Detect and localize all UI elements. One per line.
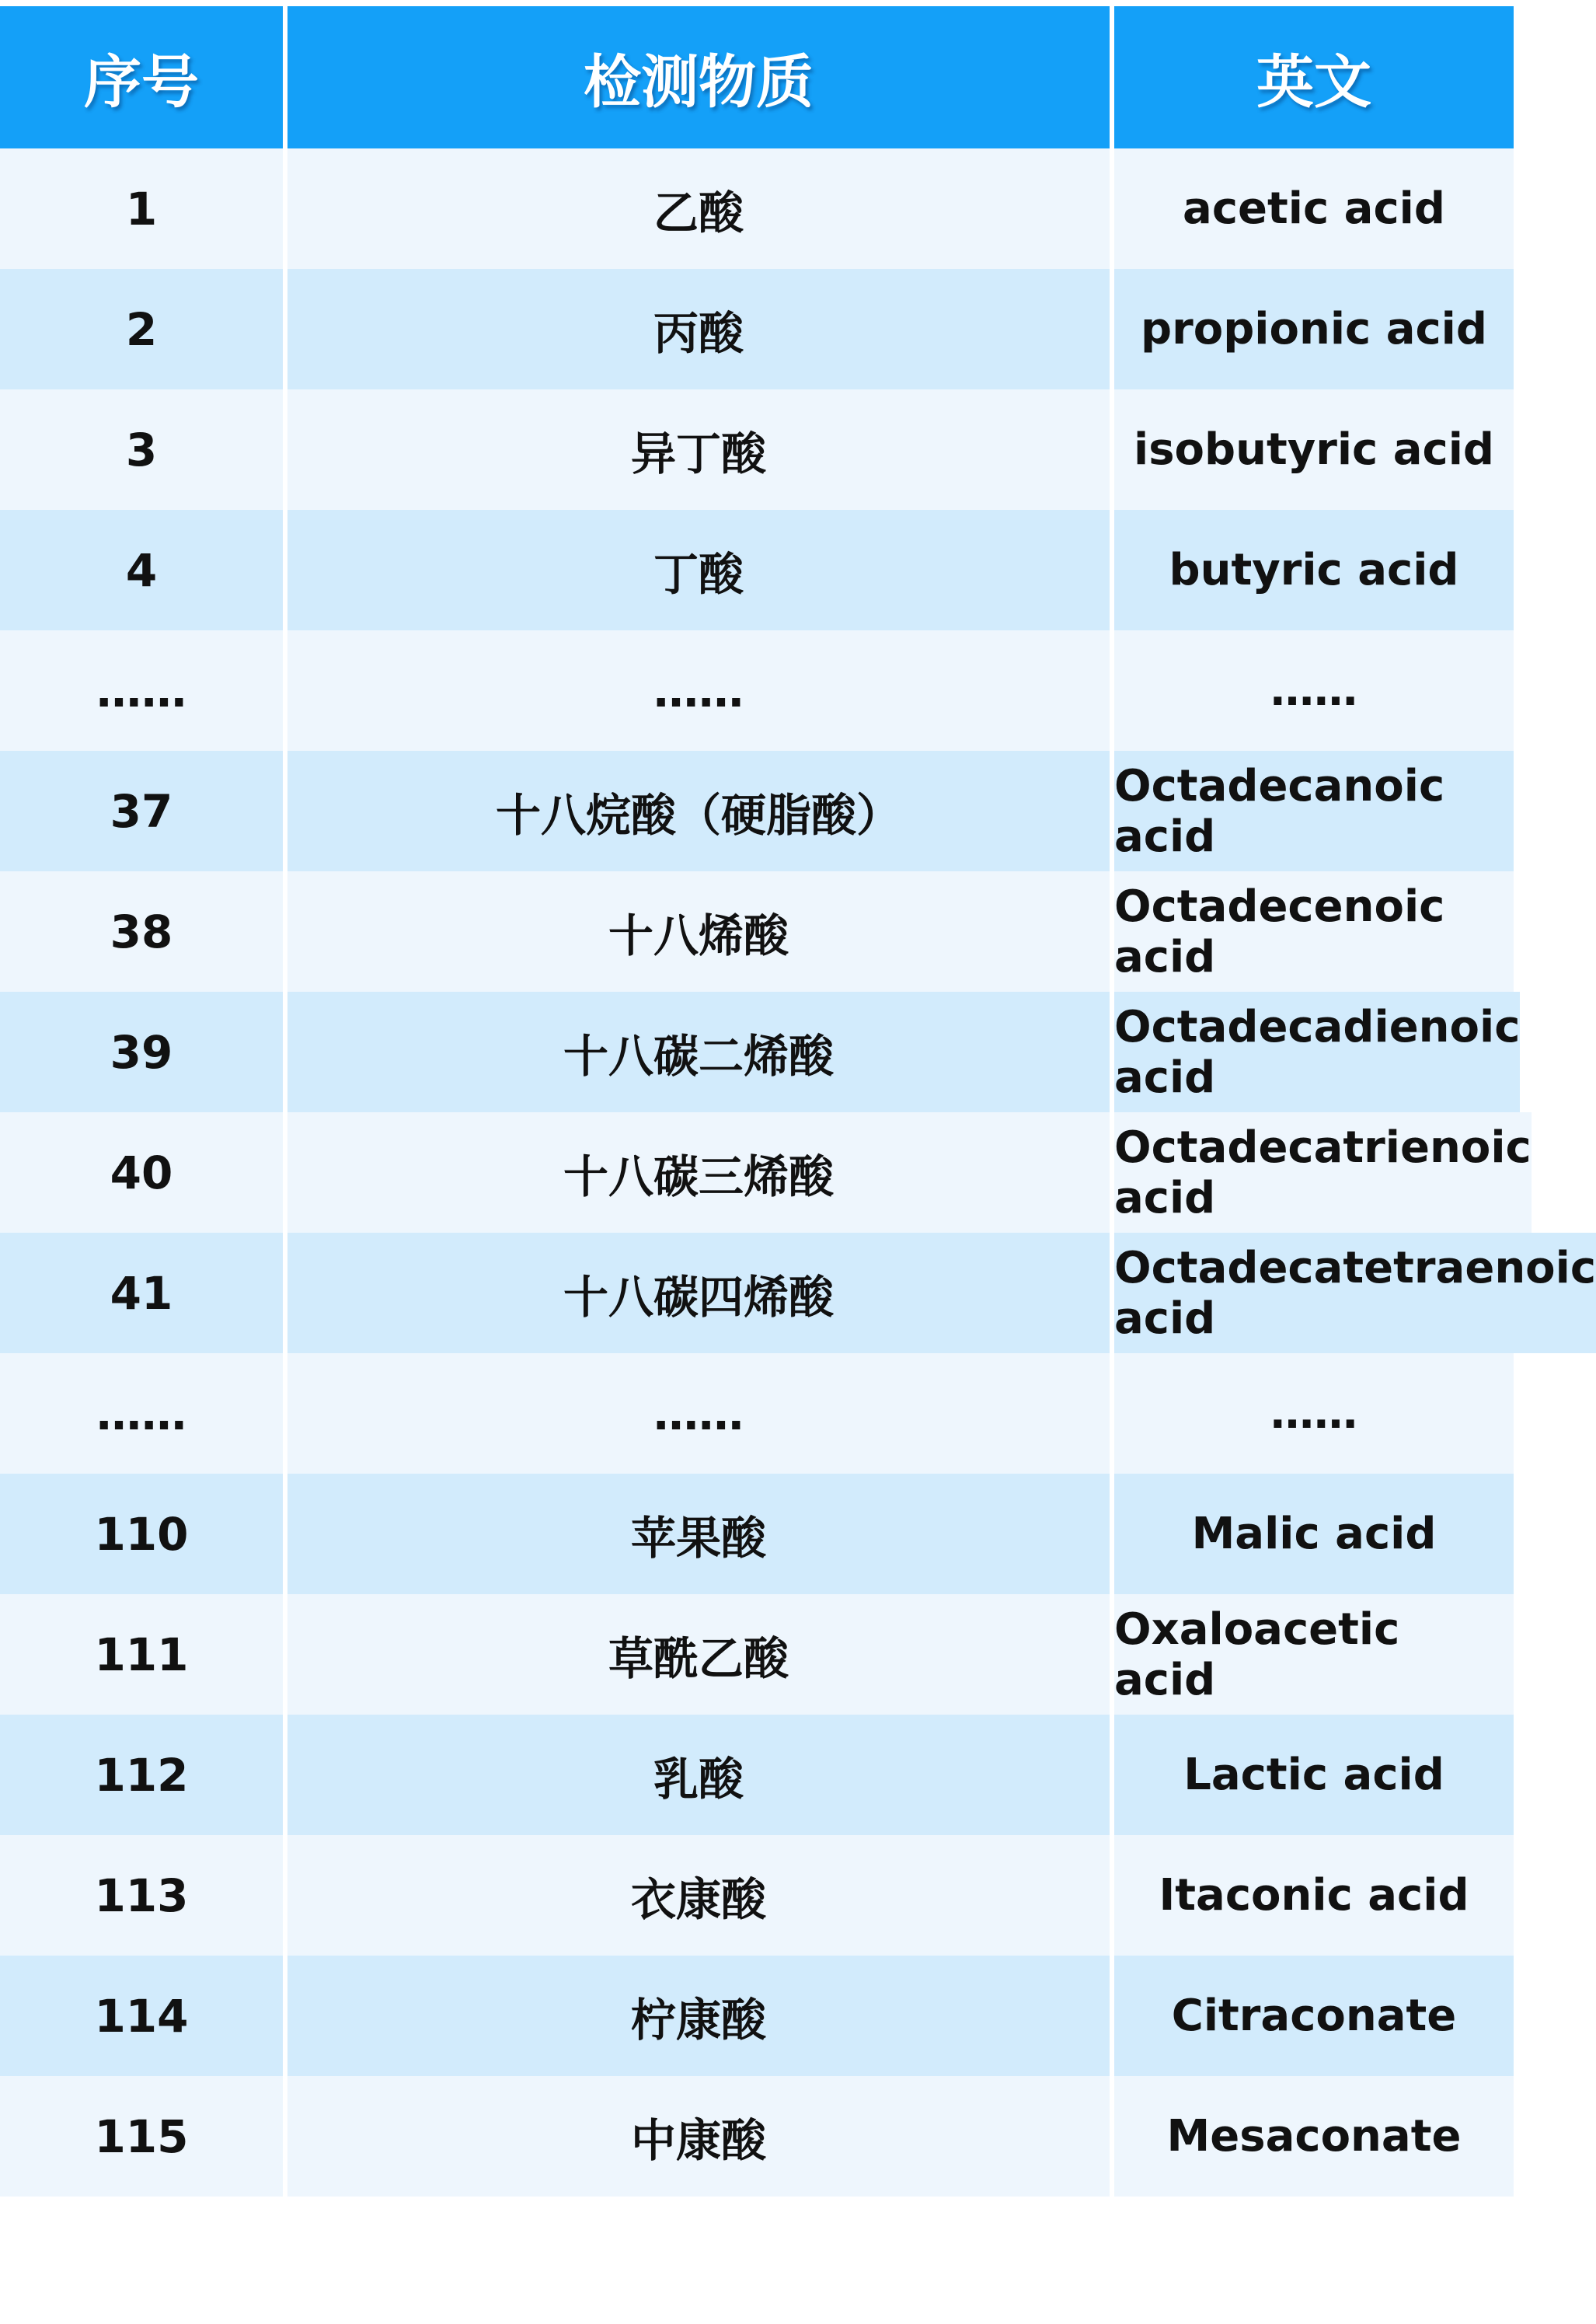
- cell-index: 113: [0, 1835, 283, 1956]
- cell-index: 110: [0, 1474, 283, 1594]
- cell-substance: ……: [287, 630, 1110, 751]
- table-row: [0, 751, 1514, 871]
- table-row: [0, 871, 1514, 992]
- cell-index: 40: [0, 1112, 283, 1233]
- cell-index: 3: [0, 389, 283, 510]
- cell-substance: 十八碳三烯酸: [287, 1112, 1110, 1233]
- cell-english: acetic acid: [1114, 148, 1514, 269]
- cell-substance: 丁酸: [287, 510, 1110, 630]
- table-row: [0, 1474, 1514, 1594]
- cell-index: 111: [0, 1594, 283, 1715]
- cell-english: ……: [1114, 1353, 1514, 1474]
- header-index: 序号: [0, 6, 283, 148]
- table-row: [0, 1715, 1514, 1835]
- cell-english: Malic acid: [1114, 1474, 1514, 1594]
- cell-substance: 乳酸: [287, 1715, 1110, 1835]
- table-row: [0, 510, 1514, 630]
- cell-index: 41: [0, 1233, 283, 1353]
- cell-substance: 中康酸: [287, 2076, 1110, 2197]
- cell-english: Octadecatetraenoic acid: [1114, 1233, 1596, 1353]
- cell-index: 114: [0, 1956, 283, 2076]
- table-header: [0, 6, 1514, 148]
- cell-english: Octadecadienoic acid: [1114, 992, 1520, 1112]
- table-row: [0, 992, 1521, 1112]
- cell-substance: 十八烷酸（硬脂酸）: [287, 751, 1110, 871]
- table-row: [0, 1835, 1514, 1956]
- cell-substance: 异丁酸: [287, 389, 1110, 510]
- table-row: [0, 1956, 1514, 2076]
- cell-index: ……: [0, 1353, 283, 1474]
- table-row: [0, 1233, 1596, 1353]
- table-row: [0, 148, 1514, 269]
- cell-substance: 十八碳四烯酸: [287, 1233, 1110, 1353]
- cell-index: 1: [0, 148, 283, 269]
- cell-index: 2: [0, 269, 283, 389]
- table-row: [0, 1353, 1514, 1474]
- cell-index: 4: [0, 510, 283, 630]
- cell-index: 115: [0, 2076, 283, 2197]
- cell-substance: ……: [287, 1353, 1110, 1474]
- cell-english: Octadecanoic acid: [1114, 751, 1514, 871]
- cell-index: 37: [0, 751, 283, 871]
- cell-substance: 乙酸: [287, 148, 1110, 269]
- cell-index: ……: [0, 630, 283, 751]
- cell-substance: 苹果酸: [287, 1474, 1110, 1594]
- cell-index: 39: [0, 992, 283, 1112]
- cell-substance: 丙酸: [287, 269, 1110, 389]
- cell-english: Lactic acid: [1114, 1715, 1514, 1835]
- substance-table: [0, 6, 1596, 2197]
- cell-index: 112: [0, 1715, 283, 1835]
- cell-substance: 十八烯酸: [287, 871, 1110, 992]
- cell-english: ……: [1114, 630, 1514, 751]
- table-row: [0, 269, 1514, 389]
- table-body: [0, 148, 1596, 2197]
- cell-english: Octadecenoic acid: [1114, 871, 1514, 992]
- cell-english: butyric acid: [1114, 510, 1514, 630]
- table-row: [0, 1594, 1514, 1715]
- header-substance: 检测物质: [287, 6, 1110, 148]
- table-row: [0, 2076, 1514, 2197]
- cell-substance: 十八碳二烯酸: [287, 992, 1110, 1112]
- cell-english: Citraconate: [1114, 1956, 1514, 2076]
- cell-index: 38: [0, 871, 283, 992]
- cell-english: Octadecatrienoic acid: [1114, 1112, 1532, 1233]
- cell-english: Itaconic acid: [1114, 1835, 1514, 1956]
- cell-english: Oxaloacetic acid: [1114, 1594, 1514, 1715]
- cell-english: Mesaconate: [1114, 2076, 1514, 2197]
- table-row: [0, 630, 1514, 751]
- cell-english: propionic acid: [1114, 269, 1514, 389]
- cell-substance: 柠康酸: [287, 1956, 1110, 2076]
- cell-substance: 草酰乙酸: [287, 1594, 1110, 1715]
- table-row: [0, 389, 1514, 510]
- table-row: [0, 1112, 1532, 1233]
- header-english: 英文: [1114, 6, 1514, 148]
- cell-substance: 衣康酸: [287, 1835, 1110, 1956]
- cell-english: isobutyric acid: [1114, 389, 1514, 510]
